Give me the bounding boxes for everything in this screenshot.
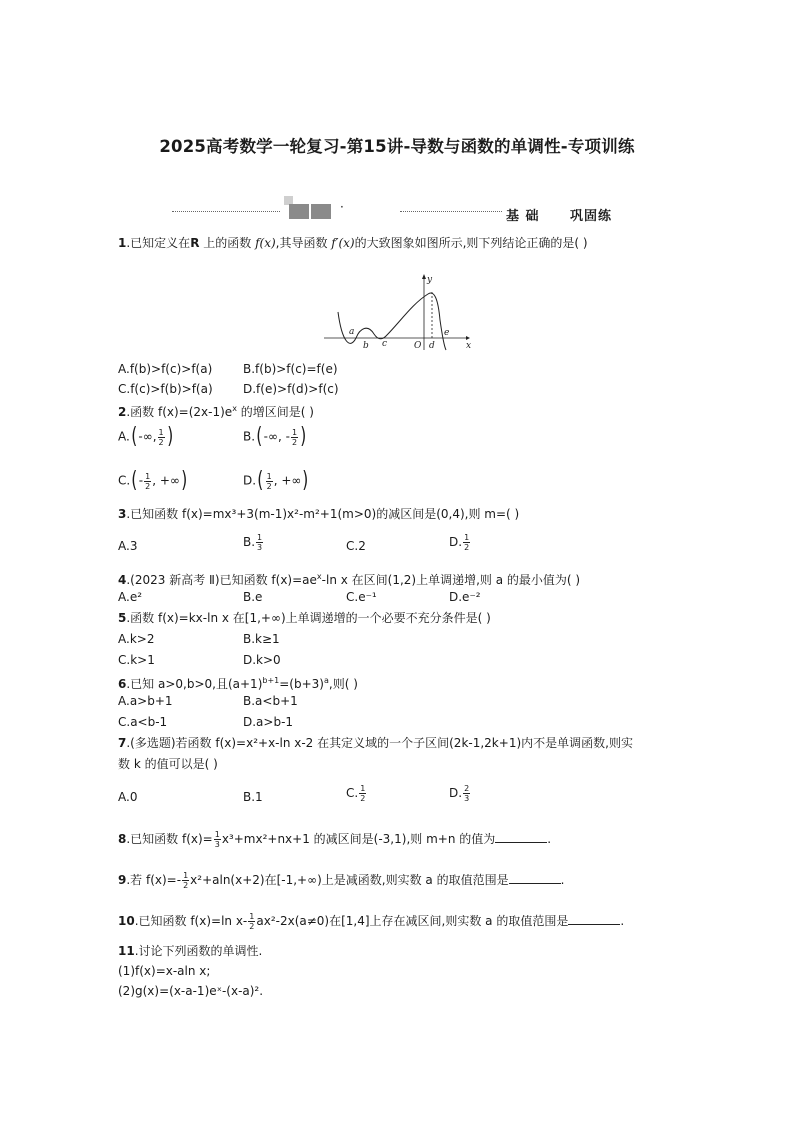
q6-option-d: D.a>b-1	[243, 715, 294, 729]
option-body: , +∞	[152, 473, 180, 488]
question-number: 1	[118, 236, 127, 250]
question-3-stem	[118, 506, 519, 522]
option-letter: B.	[243, 429, 256, 444]
q1-option-a: A.f(b)>f(c)>f(a)	[118, 362, 213, 376]
question-number: 9	[118, 873, 127, 887]
section-rule-right	[400, 211, 502, 212]
label-d: d	[429, 341, 435, 351]
q7-option-b: B.1	[243, 790, 263, 804]
q4-exponent: x	[316, 572, 322, 581]
numerator: 2	[464, 784, 470, 793]
numerator: 1	[183, 871, 189, 880]
fraction	[182, 871, 189, 890]
fraction	[463, 784, 470, 803]
q6-option-a: A.a>b+1	[118, 694, 173, 708]
q4-option-d: D.e⁻²	[449, 590, 481, 604]
section-rule-left	[172, 211, 280, 212]
answer-blank[interactable]	[568, 914, 620, 925]
numerator: 1	[291, 427, 298, 437]
section-marker-1	[289, 204, 309, 219]
question-8-stem	[118, 830, 551, 849]
label-a: a	[349, 327, 355, 337]
q7-option-a: A.0	[118, 790, 138, 804]
q2-option-b	[243, 426, 308, 448]
option-letter: C.	[346, 786, 359, 800]
q8-stem-a: .已知函数 f(x)=	[126, 832, 213, 846]
option-letter: A.	[118, 429, 130, 444]
q1-option-b: B.f(b)>f(c)=f(e)	[243, 362, 338, 376]
q4-option-b: B.e	[243, 590, 263, 604]
q6-stem-b: =(b+3)	[279, 677, 324, 691]
q3-stem: .已知函数 f(x)=mx³+3(m-1)x²-m²+1(m>0)的减区间是(0,4),则 m=( )	[126, 507, 520, 521]
fraction	[144, 472, 151, 491]
q6-stem-c: ,则( )	[328, 677, 358, 691]
q4-stem: .(2023 新高考 Ⅱ)已知函数 f(x)=ae	[126, 573, 317, 587]
question-6-stem	[118, 673, 358, 692]
q6-option-c: C.a<b-1	[118, 715, 168, 729]
q11-stem: .讨论下列函数的单调性.	[134, 944, 263, 958]
q2-option-c	[118, 470, 189, 492]
fraction	[214, 830, 221, 849]
question-11-stem	[118, 943, 262, 959]
denominator: 3	[464, 794, 470, 803]
denominator: 3	[214, 840, 220, 849]
numerator: 1	[360, 784, 366, 793]
q2-option-d	[243, 470, 310, 492]
q2-exponent: x	[232, 404, 237, 413]
numerator: 1	[214, 830, 220, 839]
denominator: 2	[249, 922, 255, 931]
left-paren: (	[256, 424, 263, 449]
q4-option-c: C.e⁻¹	[346, 590, 377, 604]
denominator: 2	[266, 481, 272, 491]
q9-end: .	[560, 873, 565, 887]
q10-end: .	[620, 914, 625, 928]
numerator: 1	[257, 533, 263, 542]
q5-option-b: B.k≥1	[243, 632, 280, 646]
q6-exponent-2: a	[323, 676, 329, 685]
fraction	[256, 533, 263, 552]
q6-option-b: B.a<b+1	[243, 694, 298, 708]
option-letter: D.	[449, 786, 463, 800]
q7-stem-1: .(多选题)若函数 f(x)=x²+x-ln x-2 在其定义域的一个子区间(2k-1,2k+1)内不是单调函数,则实	[126, 736, 633, 750]
question-number: 2	[118, 405, 127, 419]
question-number: 4	[118, 573, 127, 587]
q3-option-d	[449, 533, 471, 552]
q1-stem-b: 上的函数	[199, 236, 256, 250]
right-paren: )	[300, 424, 307, 449]
question-number: 6	[118, 677, 127, 691]
q1-fx: f(x)	[255, 236, 276, 250]
option-body: -∞, -	[263, 429, 290, 444]
numerator: 1	[158, 427, 164, 437]
numerator: 1	[145, 471, 151, 481]
q6-stem: .已知 a>0,b>0,且(a+1)	[126, 677, 263, 691]
fraction	[463, 533, 470, 552]
q1-option-c: C.f(c)>f(b)>f(a)	[118, 382, 213, 396]
option-body: , +∞	[273, 473, 302, 488]
q1-stem-c: ,其导函数	[275, 236, 332, 250]
q4-option-a: A.e²	[118, 590, 143, 604]
question-10-stem	[118, 912, 624, 931]
label-x: x	[466, 341, 472, 351]
question-11-part-1: (1)f(x)=x-aln x;	[118, 964, 211, 978]
q1-fpx: f′(x)	[331, 236, 355, 250]
q8-end: .	[547, 832, 552, 846]
section-label-practice: 巩固练	[570, 209, 613, 224]
label-c: c	[382, 339, 388, 349]
question-2-stem	[118, 401, 314, 420]
right-paren: )	[181, 468, 188, 493]
q9-stem-b: x²+aln(x+2)在[-1,+∞)上是减函数,则实数 a 的取值范围是	[190, 873, 509, 887]
numerator: 1	[464, 533, 470, 542]
option-body: -	[138, 473, 144, 488]
q1-set-R: R	[190, 236, 200, 250]
denominator: 2	[360, 794, 366, 803]
option-letter: D.	[449, 535, 463, 549]
q5-stem: .函数 f(x)=kx-ln x 在[1,+∞)上单调递增的一个必要不充分条件是( )	[126, 611, 491, 625]
answer-blank[interactable]	[509, 873, 561, 884]
fraction	[248, 912, 255, 931]
option-letter: D.	[243, 473, 257, 488]
q10-stem-a: .已知函数 f(x)=ln x-	[134, 914, 248, 928]
option-letter: B.	[243, 535, 256, 549]
q3-option-a: A.3	[118, 539, 138, 553]
answer-blank[interactable]	[495, 832, 547, 843]
question-9-stem	[118, 871, 564, 890]
question-7-stem-line-2: 数 k 的值可以是( )	[118, 757, 218, 771]
q6-exponent-1: b+1	[262, 676, 280, 685]
q7-option-c	[346, 784, 367, 803]
x-axis-arrow	[466, 336, 470, 340]
q2-stem-b: 的增区间是( )	[236, 405, 314, 419]
section-marker-2	[311, 204, 331, 219]
question-number: 7	[118, 736, 127, 750]
q10-stem-b: ax²-2x(a≠0)在[1,4]上存在减区间,则实数 a 的取值范围是	[256, 914, 569, 928]
fraction	[291, 428, 298, 447]
label-y: y	[427, 275, 433, 285]
denominator: 2	[464, 543, 470, 552]
q5-option-d: D.k>0	[243, 653, 281, 667]
question-1-stem	[118, 235, 588, 251]
numerator: 1	[249, 912, 255, 921]
right-paren: )	[302, 468, 309, 493]
fraction	[266, 472, 273, 491]
numerator: 1	[266, 471, 272, 481]
label-origin: O	[414, 341, 422, 351]
denominator: 2	[291, 437, 298, 447]
q5-option-c: C.k>1	[118, 653, 155, 667]
left-paren: (	[131, 424, 138, 449]
question-5-stem	[118, 610, 491, 626]
q2-stem-a: .函数 f(x)=(2x-1)e	[126, 405, 233, 419]
left-paren: (	[131, 468, 138, 493]
q9-stem-a: .若 f(x)=-	[126, 873, 182, 887]
q3-option-b	[243, 533, 264, 552]
q1-stem-a: .已知定义在	[126, 236, 191, 250]
y-axis-arrow	[422, 274, 426, 279]
q2-option-a	[118, 426, 174, 448]
q5-option-a: A.k>2	[118, 632, 155, 646]
q4-stem-b: -ln x 在区间(1,2)上单调递增,则 a 的最小值为( )	[321, 573, 581, 587]
denominator: 2	[145, 481, 151, 491]
denominator: 2	[183, 881, 189, 890]
label-e: e	[444, 328, 450, 338]
question-number: 10	[118, 914, 135, 928]
option-body: -∞,	[138, 429, 157, 444]
q1-stem-d: 的大致图象如图所示,则下列结论正确的是( )	[354, 236, 588, 250]
right-paren: )	[166, 424, 173, 449]
derivative-graph	[320, 270, 472, 352]
fraction	[158, 428, 165, 447]
question-number: 3	[118, 507, 127, 521]
q7-option-d	[449, 784, 471, 803]
section-label-basic: 基 础	[506, 209, 540, 224]
question-11-part-2: (2)g(x)=(x-a-1)eˣ-(x-a)².	[118, 984, 264, 998]
fraction	[359, 784, 366, 803]
q3-option-c: C.2	[346, 539, 366, 553]
left-paren: (	[257, 468, 264, 493]
question-number: 8	[118, 832, 127, 846]
document-title: 2025高考数学一轮复习-第15讲-导数与函数的单调性-专项训练	[159, 137, 635, 156]
option-letter: C.	[118, 473, 131, 488]
label-b: b	[363, 341, 369, 351]
q8-stem-b: x³+mx²+nx+1 的减区间是(-3,1),则 m+n 的值为	[221, 832, 496, 846]
section-dot: ·	[340, 200, 344, 214]
q1-option-d: D.f(e)>f(d)>f(c)	[243, 382, 339, 396]
denominator: 2	[158, 437, 164, 447]
question-7-stem-line-1	[118, 735, 633, 751]
question-number: 11	[118, 944, 135, 958]
denominator: 3	[257, 543, 263, 552]
question-number: 5	[118, 611, 127, 625]
question-4-stem	[118, 569, 580, 588]
